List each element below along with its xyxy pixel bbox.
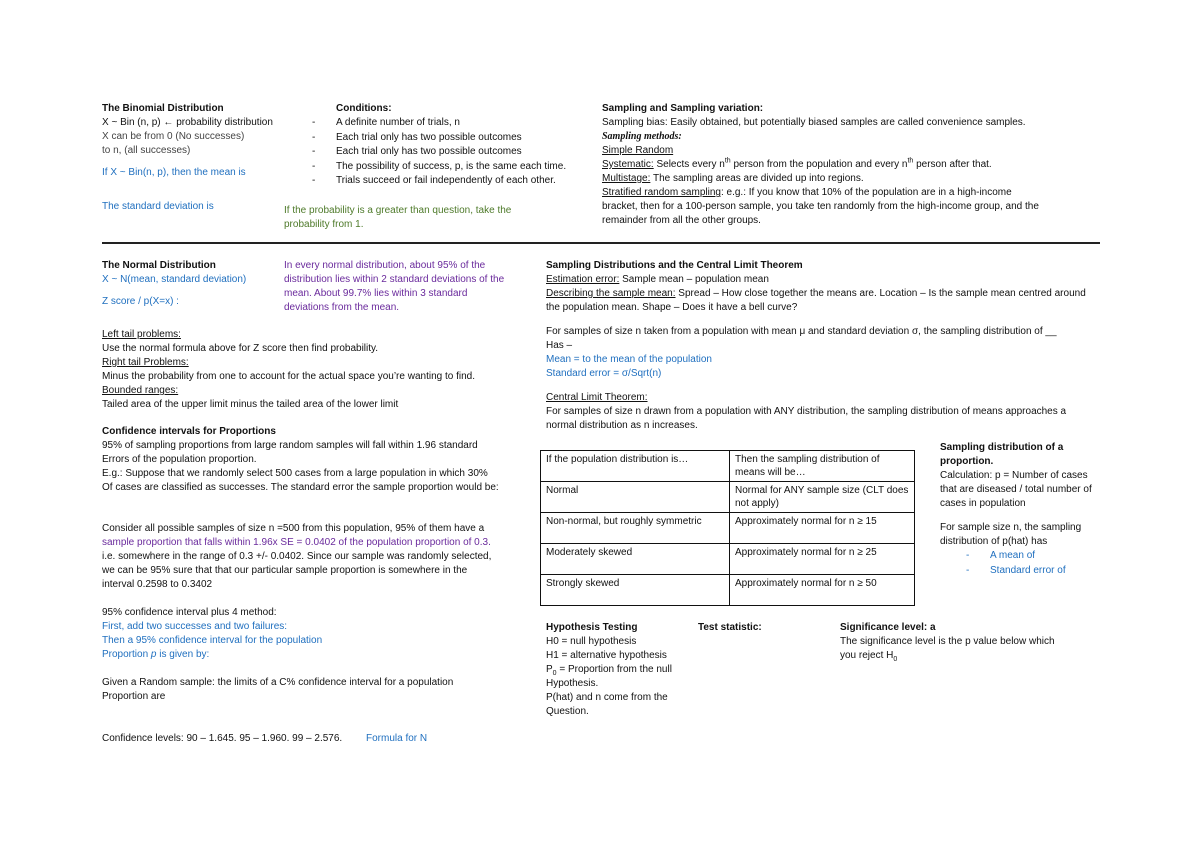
proportion-calc2: that are diseased / total number of [940,484,1092,495]
proportion-title1: Sampling distribution of a [940,442,1064,453]
right-tail-title: Right tail Problems: [102,357,189,368]
ci-c5: interval 0.2598 to 0.3402 [102,579,213,590]
sampling-simple: Simple Random [602,145,674,156]
formula-n [366,732,427,746]
systematic-text-a: Selects every n [653,159,725,170]
normal-rule-line: deviations from the mean. [284,302,400,313]
normal-line1: X ~ N(mean, standard deviation) [102,274,247,285]
sampling-multistage [602,172,1039,186]
ci-c4: we can be 95% sure that that our particular sample proportion is somewhere in the [102,565,468,576]
table-cell: If the population distribution is… [541,451,730,482]
table-row [541,451,915,482]
clt-table [540,450,915,606]
clt-title: Sampling Distributions and the Central Limit Theorem [546,260,803,271]
plus4-line3 [102,648,322,662]
p0-letter: P [546,664,553,675]
section-divider [102,242,1100,244]
proportion-calc1: Calculation: p = Number of cases [940,470,1088,481]
condition-item: - Trials succeed or fail independently of each other. [310,174,566,189]
estimation-text: Sample mean – population mean [619,274,769,285]
hypothesis-p0 [546,663,672,677]
multistage-text: The sampling areas are divided up into regions. [650,173,864,184]
stratified-line3: remainder from all the other groups. [602,215,761,226]
hypothesis-section [546,621,672,719]
normal-rule-line: mean. About 99.7% lies within 3 standard [284,288,468,299]
normal-rule [284,259,504,315]
proportion-item: - A mean of [964,549,1092,564]
sampling-section [602,102,1039,228]
stratified-label: Stratified random sampling [602,187,721,198]
table-cell: Strongly skewed [541,575,730,606]
p0-text: = Proportion from the null [556,664,672,675]
estimation-label: Estimation error: [546,274,620,285]
binomial-section [102,102,273,214]
normal-section [102,259,246,309]
significance-line2 [840,649,1055,663]
proportion-size1: For sample size n, the sampling [940,522,1082,533]
confidence-levels [102,732,342,746]
right-tail-text: Minus the probability from one to account for the actual space you’re wanting to find. [102,371,475,382]
test-statistic [698,621,762,635]
clt-for2: Has – [546,340,573,351]
significance-line1: The significance level is the p value below which [840,636,1055,647]
stratified-text: : e.g.: If you know that 10% of the population are in a high-income [720,187,1012,198]
plus4-line3-c: is given by: [156,649,210,660]
describe-label: Describing the sample mean: [546,288,676,299]
clt-for1: For samples of size n taken from a population with mean μ and standard deviation σ, the sampling distribution of __ [546,326,1057,337]
binomial-sd: The standard deviation is [102,201,214,212]
plus4-line2: Then a 95% confidence interval for the population [102,635,323,646]
significance-line2-text: you reject H [840,650,894,661]
conditions-note [284,204,511,232]
table-row [541,513,915,544]
ci-example [102,522,491,592]
left-tail-text: Use the normal formula above for Z score then find probability. [102,343,379,354]
hypothesis-h1: H1 = alternative hypothesis [546,650,667,661]
stratified-line2: bracket, then for a 100-person sample, you take ten randomly from the high-income group, and the [602,201,1039,212]
table-row [541,544,915,575]
significance-section [840,621,1055,663]
table-cell: Approximately normal for n ≥ 15 [730,513,915,544]
condition-item: - A definite number of trials, n [310,116,566,131]
systematic-sup2: th [907,157,914,165]
multistage-label: Multistage: [602,173,651,184]
hypothesis-phat2: Question. [546,706,589,717]
table-cell: Approximately normal for n ≥ 25 [730,544,915,575]
table-cell: Normal for ANY sample size (CLT does not apply) [730,482,915,513]
hypothesis-phat1: P(hat) and n come from the [546,692,668,703]
normal-z: Z score / p(X=x) : [102,296,179,307]
proportion-size2: distribution of p(hat) has [940,536,1048,547]
test-statistic-label: Test statistic: [698,622,762,633]
clt-section [546,259,1086,433]
systematic-label: Systematic: [602,159,654,170]
sampling-systematic [602,158,1039,172]
sampling-title: Sampling and Sampling variation: [602,103,764,114]
normal-rule-line: distribution lies within 2 standard deviations of the [284,274,505,285]
describe-text: Spread – How close together the means are. Location – Is the sample mean centred around [675,288,1086,299]
proportion-item: - Standard error of [964,564,1092,579]
sampling-stratified [602,186,1039,200]
clt-estimation [546,273,1086,287]
table-row [541,575,915,606]
clt-theorem-title: Central Limit Theorem: [546,392,648,403]
systematic-text-c: person after that. [913,159,992,170]
ci-p3: E.g.: Suppose that we randomly select 500 cases from a large population in which 30% [102,468,488,479]
hypothesis-p0-line2: Hypothesis. [546,678,599,689]
ci-p2: Errors of the population proportion. [102,454,257,465]
given-line1: Given a Random sample: the limits of a C% confidence interval for a population [102,677,454,688]
hypothesis-title: Hypothesis Testing [546,622,638,633]
plus4-line1: First, add two successes and two failures: [102,621,288,632]
proportion-title2: proportion. [940,456,994,467]
normal-title: The Normal Distribution [102,260,216,271]
sampling-bias: Sampling bias: Easily obtained, but potentially biased samples are called convenience samples. [602,117,1026,128]
binomial-line1: X ~ Bin (n, p) ← probability distribution [102,117,273,128]
normal-rule-line: In every normal distribution, about 95% of the [284,260,486,271]
significance-line2-sub: 0 [893,656,898,663]
bounded-text: Tailed area of the upper limit minus the tailed area of the lower limit [102,399,399,410]
formula-n-text: Formula for N [366,733,428,744]
clt-se: Standard error = σ/Sqrt(n) [546,368,662,379]
clt-describe [546,287,1086,301]
left-tail-title: Left tail problems: [102,329,181,340]
given-section [102,676,453,704]
conditions-note-line2: probability from 1. [284,219,364,230]
hypothesis-h0: H0 = null hypothesis [546,636,637,647]
clt-theorem1: For samples of size n drawn from a population with ANY distribution, the sampling distribution of means approaches a [546,406,1067,417]
ci-p1: 95% of sampling proportions from large random samples will fall within 1.96 standard [102,440,478,451]
tail-problems [102,328,475,412]
plus4-title: 95% confidence interval plus 4 method: [102,607,277,618]
table-cell: Then the sampling distribution of means will be… [730,451,915,482]
clt-mean: Mean = to the mean of the population [546,354,712,365]
ci-c1-text: Consider all possible samples of size n =500 from this population, 95% of them have a [102,523,485,534]
levels-text: Confidence levels: 90 – 1.645. 95 – 1.960. 99 – 2.576. [102,733,343,744]
clt-theorem2: normal distribution as n increases. [546,420,698,431]
systematic-text-b: person from the population and every n [730,159,908,170]
proportion-list [940,549,1092,578]
proportion-calc3: cases in population [940,498,1026,509]
given-line2: Proportion are [102,691,166,702]
conditions-section [310,102,566,189]
table-row [541,482,915,513]
plus4-line3-p: p [150,649,157,660]
condition-item: - The possibility of success, p, is the same each time. [310,160,566,175]
ci-p4: Of cases are classified as successes. The standard error the sample proportion would be: [102,482,499,493]
p0-sub: 0 [552,670,557,677]
binomial-title: The Binomial Distribution [102,103,224,114]
table-cell: Normal [541,482,730,513]
binomial-line2: X can be from 0 (No successes) [102,131,245,142]
table-cell: Non-normal, but roughly symmetric [541,513,730,544]
table-cell: Moderately skewed [541,544,730,575]
condition-item: - Each trial only has two possible outcomes [310,131,566,146]
plus4-section [102,606,322,662]
binomial-mean: If X ~ Bin(n, p), then the mean is [102,167,246,178]
ci-c2: sample proportion that falls within 1.96x SE = 0.0402 of the population proportion of 0.3. [102,537,491,548]
table-cell: Approximately normal for n ≥ 50 [730,575,915,606]
sampling-methods: Sampling methods: [602,131,682,142]
ci-c3: i.e. somewhere in the range of 0.3 +/- 0.0402. Since our sample was randomly selected, [102,551,492,562]
ci-c1 [102,522,491,536]
conditions-note-line1: If the probability is a greater than question, take the [284,205,512,216]
bounded-title: Bounded ranges: [102,385,179,396]
clt-describe-line2: the population mean. Shape – Does it have a bell curve? [546,302,798,313]
ci-title: Confidence intervals for Proportions [102,426,276,437]
proportion-section [940,441,1092,578]
significance-title: Significance level: a [840,622,936,633]
conditions-list [310,116,566,189]
ci-section [102,425,499,495]
binomial-line3: to n, (all successes) [102,145,191,156]
systematic-sup1: th [724,157,731,165]
condition-item: - Each trial only has two possible outcomes [310,145,566,160]
plus4-line3-a: Proportion [102,649,151,660]
conditions-title: Conditions: [336,103,392,114]
